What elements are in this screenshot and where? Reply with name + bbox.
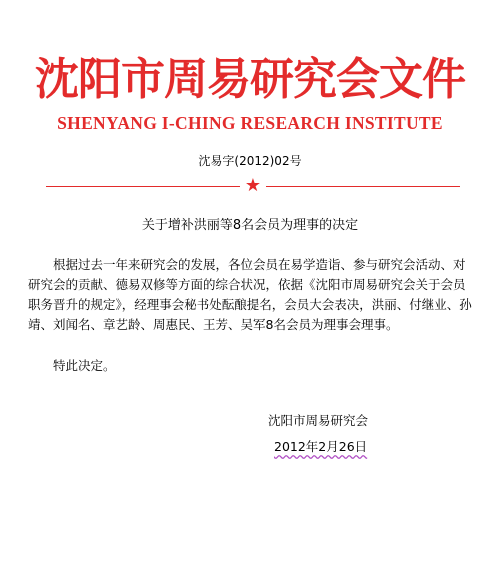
divider-line-right <box>266 186 460 187</box>
document-title-cn: 沈阳市周易研究会文件 <box>35 54 465 105</box>
star-icon: ★ <box>244 175 262 196</box>
document-number: 沈易字(2012)02号 <box>198 154 302 168</box>
signature-date: 2012年2月26日 <box>274 439 368 454</box>
document-subject: 关于增补洪丽等8名会员为理事的决定 <box>141 218 359 233</box>
header-divider <box>46 175 460 196</box>
body-paragraph: 根据过去一年来研究会的发展，各位会员在易学造诣、参与研究会活动、对研究会的贡献、德易双修等方面的综合状况，依据《沈阳市周易研究会关于会员职务晋升的规定》，经理事会秘书处酝酿提名，会员大会表决，洪丽、付继业、孙靖、刘闻名、章艺龄、周惠民、王芳、吴军8名会员为理事会理事。 <box>28 257 472 332</box>
signature-organization: 沈阳市周易研究会 <box>268 413 369 428</box>
divider-line-left <box>46 186 240 187</box>
closing-line: 特此决定。 <box>53 358 116 373</box>
document-title-en: SHENYANG I-CHING RESEARCH INSTITUTE <box>57 113 443 133</box>
